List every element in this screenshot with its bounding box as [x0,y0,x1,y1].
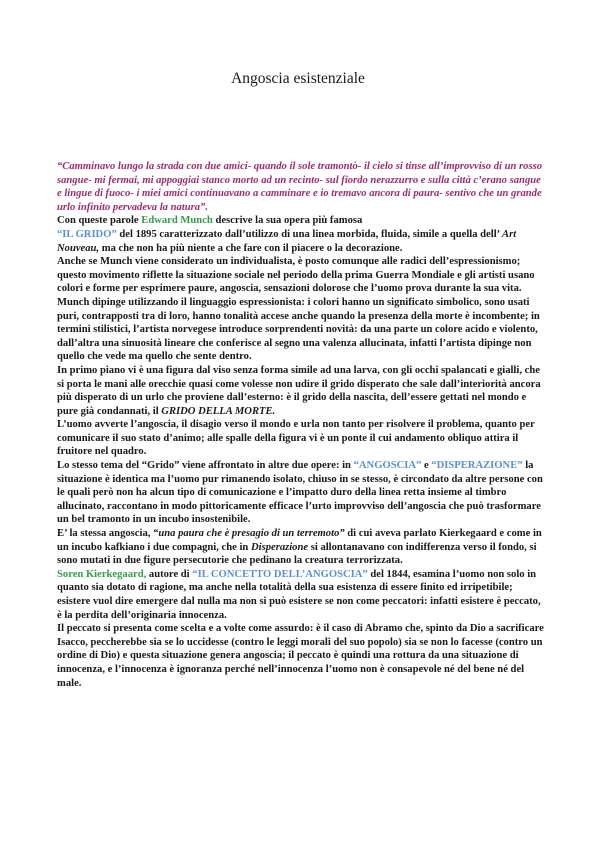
text-run: del 1844, esamina l’uomo non solo in quanto sia dotato di ragione, ma anche nella totalità della sua esistenza di essere finito ed irripetibile; esistere vuol dire emergere dal nulla ma non si può esistere se non come peccatori: infatti esistere è peccato, è la perdita dell’originaria innocenza. [57,568,541,621]
artwork-title: “IL CONCETTO DELL’ANGOSCIA” [192,568,368,580]
italic-text: GRIDO DELLA MORTE. [161,405,276,417]
text-run: Munch dipinge utilizzando il linguaggio espressionista: i colori hanno un significato simbolico, sono usati puri, contrapposti tra di loro, hanno tonalità accese anche quando la presenza della morte è incombente; in termini stilistici, l’artista norvegese introduce sorprendenti novità: da una parte un colore acido e violento, dall’altra una sinuosità lineare che conferisce al segno una valenza allucinata, infatti l’artista dipinge non quello che vede ma quello che sente dentro. [57,296,540,363]
text-run: del 1895 caratterizzato dall’utilizzo di una linea morbida, fluida, simile a quella dell’ [116,228,503,240]
text-run: Lo stesso tema del “Grido” viene affrontato in altre due opere: in [57,460,354,472]
body-paragraph [57,364,544,418]
artwork-title: “ANGOSCIA” [353,460,422,472]
text-run: descrive la sua opera più famosa [212,215,363,227]
body-paragraph [57,622,544,690]
artwork-title: “IL GRIDO” [57,228,117,240]
document-title: Angoscia esistenziale [231,70,365,87]
text-run: ma che non ha più niente a che fare con il piacere o la decorazione. [99,242,403,254]
person-name: Soren Kierkegaard, [57,568,147,580]
text-run: Anche se Munch viene considerato un individualista, è posto comunque alle radici dell’espressionismo; questo movimento riflette la situazione sociale nel periodo della prima Guerra Mondiale e gli artisti usano colori e forme per esprimere paure, angoscia, sensazioni dolorose che l’uomo prova durante la sua vita. [57,256,535,295]
body-paragraph [57,418,544,459]
text-run: di cui aveva parlato Kierkegaard e come in un incubo kafkiano i due compagni, che in [57,528,542,553]
body-paragraph [57,459,544,527]
quote-text: “Camminavo lungo la strada con due amici- quando il sole tramontò- il cielo si tinse all’improvviso di un rosso sangue- mi fermai, mi appoggiai stanco morto ad un recinto- sul fiordo nerazzurro e sulla città c’erano sangue e lingue di fuoco- i miei amici continuavano a camminare e io tremavo ancora di paura- sentivo che un grande urlo infinito pervadeva la natura”. [57,161,543,213]
body-paragraph [57,255,544,296]
document-body [57,160,544,690]
body-paragraph [57,214,544,228]
italic-text: Disperazione [250,541,309,553]
text-run: L’uomo avverte l’angoscia, il disagio verso il mondo e urla non tanto per risolvere il problema, quanto per comunicare il suo stato d’animo; alle spalle della figura vi è un ponte il cui andamento obliquo attira il fruitore nel quadro. [57,419,535,458]
body-paragraph [57,296,544,364]
italic-text: “una paura che è presagio di un terremoto” [153,528,345,540]
body-paragraph [57,228,544,255]
text-run: si allontanavano con indifferenza verso il fondo, si sono mutati in due figure persecutorie che pedinano la creatura terrorizzata. [57,541,537,567]
body-paragraph [57,568,544,622]
body-paragraph [57,527,544,568]
text-run: E’ la stessa angoscia, [57,528,154,540]
munch-quote-paragraph [57,160,544,214]
artwork-title: “DISPERAZIONE” [431,460,523,472]
italic-text: Art Nouveau, [57,228,517,254]
text-run: Il peccato si presenta come scelta e a volte come assurdo: è il caso di Abramo che, spinto da Dio a sacrificare Isacco, peccherebbe sia se lo uccidesse (contro le leggi morali del suo popolo) sia se non lo facesse (contro un ordine di Dio) e questa situazione genera angoscia; il peccato è quindi una rottura da una situazione di innocenza, e l’innocenza è ignoranza perché nell’innocenza l’uomo non è consapevole né del bene né del male. [57,623,544,689]
text-run: In primo piano vi è una figura dal viso senza forma simile ad una larva, con gli occhi spalancati e gialli, che si porta le mani alle orecchie quasi come volesse non udire il grido disperato che sale dall’interiorità ancora più disperato di un urlo che proviene dall’esterno: è il grido della nascita, dell’essere gettati nel mondo e pure già condannati, il [57,364,541,417]
person-name: Edward Munch [141,215,213,227]
text-run: e [421,460,432,472]
text-run: la situazione è identica ma l’uomo pur rimanendo isolato, chiuso in se stesso, è circondato da altre persone con le quali però non ha alcun tipo di comunicazione e l’impatto duro della linea retta insieme al timbro allucinato, raccontano in modo pittoricamente efficace l’urto improvviso dell’angoscia che può trasformare un bel tramonto in un incubo insostenibile. [57,460,543,526]
text-run: Con queste parole [57,215,142,227]
text-run: autore di [146,568,193,580]
